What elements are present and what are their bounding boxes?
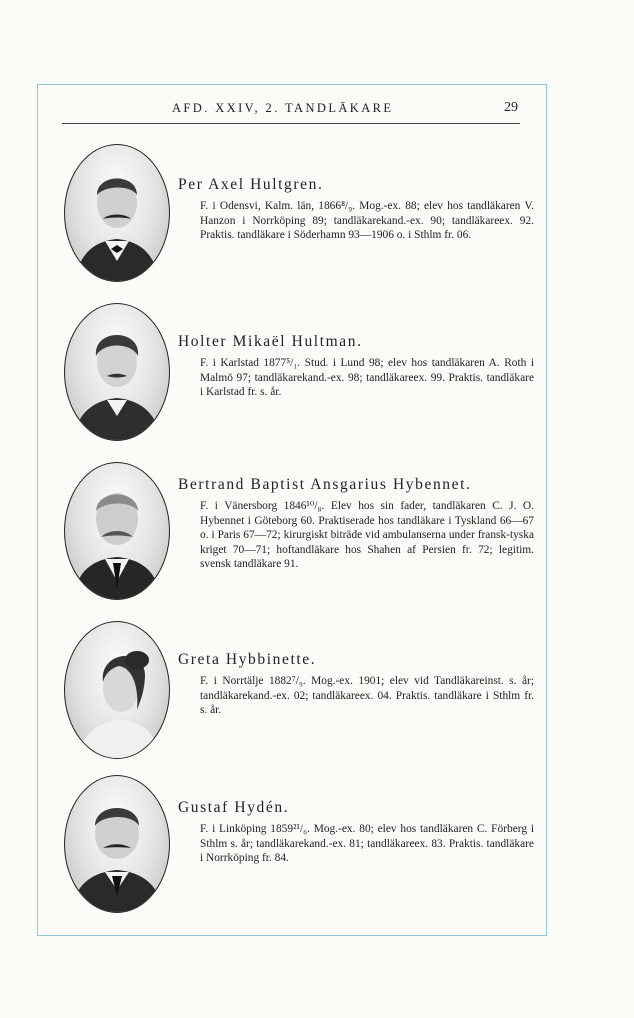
page-number: 29 bbox=[504, 100, 518, 115]
person-biography: F. i Norrtälje 1882⁷/₉. Mog.-ex. 1901; elev vid Tandläkareinst. s. år; tandläkarekand.-ex. 02; tandläkareex. 04. Praktis. tandläkare i Sthlm fr. s. år. bbox=[200, 675, 534, 717]
portrait-photo bbox=[64, 303, 170, 441]
person-biography: F. i Odensvi, Kalm. län, 1866⁸/₉. Mog.-ex. 88; elev hos tandläkaren V. Hanzon i Norrköping 89; tandläkarekand.-ex. 90; tandläkareex. 92. Praktis. tandläkare i Söderhamn 93—1906 o. i Sthlm fr. 06. bbox=[200, 200, 534, 242]
running-head bbox=[62, 99, 520, 124]
portrait-photo bbox=[64, 144, 170, 282]
person-name: Greta Hybbinette. bbox=[178, 651, 317, 668]
person-name: Per Axel Hultgren. bbox=[178, 176, 324, 193]
person-name: Holter Mikaël Hultman. bbox=[178, 333, 363, 350]
person-biography: F. i Karlstad 1877⁵/₁. Stud. i Lund 98; elev hos tandläkaren A. Roth i Malmö 97; tandläkarekand.-ex. 98; tandläkareex. 99. Praktis. tandläkare i Karlstad fr. s. år. bbox=[200, 357, 534, 399]
portrait-photo bbox=[64, 775, 170, 913]
portrait-photo bbox=[64, 621, 170, 759]
person-name: Bertrand Baptist Ansgarius Hybennet. bbox=[178, 476, 472, 493]
person-name: Gustaf Hydén. bbox=[178, 799, 290, 816]
person-biography: F. i Vänersborg 1846¹⁰/₈. Elev hos sin fader, tandläkaren C. J. O. Hybennet i Göteborg 60. Praktiserade hos tandläkare i Tyskland 66—67 o. i Paris 67—72; kirurgiskt biträde vid ambulanserna under fransk-tyska kriget 70—71; hoftandläkare hos Shahen af Persien fr. 72; legitim. svensk tandläkare 91. bbox=[200, 500, 534, 571]
person-biography: F. i Linköping 1859²¹/₆. Mog.-ex. 80; elev hos tandläkaren C. Förberg i Sthlm s. år; tandläkarekand.-ex. 81; tandläkareex. 83. Praktis. tandläkare i Norrköping fr. 84. bbox=[200, 823, 534, 865]
portrait-photo bbox=[64, 462, 170, 600]
running-head-title: AFD. XXIV, 2. TANDLÄKARE bbox=[172, 101, 394, 115]
